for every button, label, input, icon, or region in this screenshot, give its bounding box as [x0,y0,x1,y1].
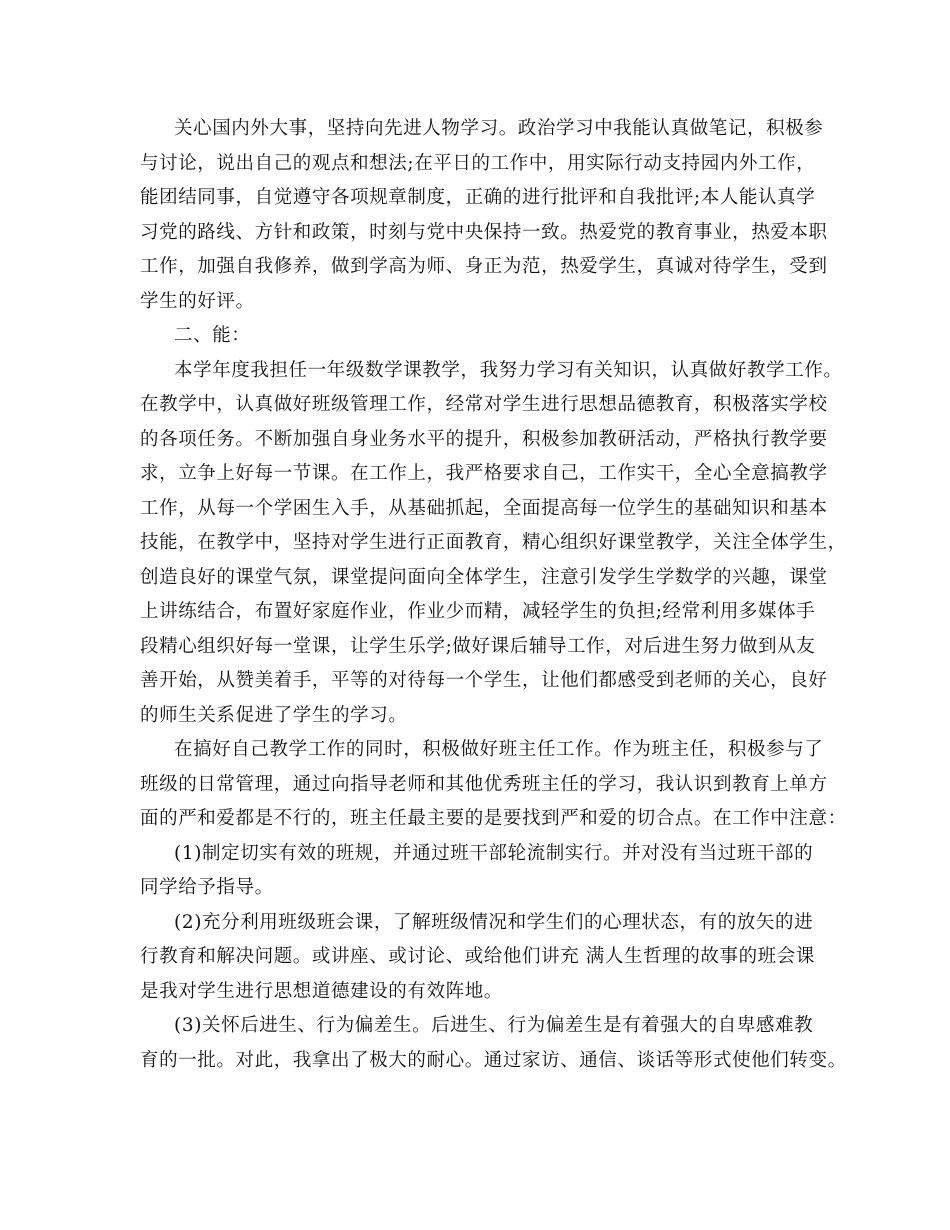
text-line: 是我对学生进行思想道德建设的有效阵地。 [140,980,503,1002]
list-item-2: (2)充分利用班级班会课，了解班级情况和学生们的心理状态，有的放矢的进 [174,911,814,933]
section-heading: 二、能： [174,325,251,346]
text-line: 技能，在教学中，坚持对学生进行正面教育，精心组织好课堂教学，关注全体学生， [140,532,847,553]
text-line: 行教育和解决问题。或讲座、或讨论、或给他们讲充 满人生哲理的故事的班会课 [140,946,815,967]
list-item-1: (1)制定切实有效的班规，并通过班干部轮流制实行。并对没有当过班干部的 [174,842,814,864]
list-item-3: (3)关怀后进生、行为偏差生。后进生、行为偏差生是有着强大的自卑感难教 [174,1015,814,1036]
text-line: 段精心组织好每一堂课，让学生乐学;做好课后辅导工作，对后进生努力做到从友 [140,635,816,657]
text-line: 求，立争上好每一节课。在工作上，我严格要求自己，工作实干，全心全意搞教学 [140,463,828,484]
text-line: 的师生关系促进了学生的学习。 [140,704,408,726]
text-line: 学生的好评。 [140,290,255,312]
text-line: 工作，从每一个学困生入手，从基础抓起，全面提高每一位学生的基础知识和基本 [140,497,828,519]
text-line: 创造良好的课堂气氛，课堂提问面向全体学生，注意引发学生学数学的兴趣，课堂 [140,566,828,588]
text-line: 关心国内外大事，坚持向先进人物学习。政治学习中我能认真做笔记，积极参 [174,118,824,139]
text-line: 在教学中，认真做好班级管理工作，经常对学生进行思想品德教育，积极落实学校 [140,394,828,415]
text-line: 的各项任务。不断加强自身业务水平的提升，积极参加教研活动，严格执行教学要 [140,428,828,450]
text-line: 能团结同事，自觉遵守各项规章制度，正确的进行批评和自我批评;本人能认真学 [140,187,816,208]
text-line: 在搞好自己教学工作的同时，积极做好班主任工作。作为班主任，积极参与了 [174,739,824,760]
text-line: 本学年度我担任一年级数学课教学，我努力学习有关知识，认真做好教学工作。 [174,359,843,381]
text-line: 班级的日常管理，通过向指导老师和其他优秀班主任的学习，我认识到教育上单方 [140,773,828,795]
text-line: 习党的路线、方针和政策，时刻与党中央保持一致。热爱党的教育事业，热爱本职 [140,221,828,243]
text-line: 与讨论，说出自己的观点和想法;在平日的工作中，用实际行动支持园内外工作， [140,152,816,174]
text-line: 同学给予指导。 [140,877,274,898]
body-text [140,112,847,1078]
text-line: 工作，加强自我修养，做到学高为师、身正为范，热爱学生，真诚对待学生，受到 [140,256,828,277]
text-line: 上讲练结合，布置好家庭作业，作业少而精，减轻学生的负担;经常利用多媒体手 [140,601,816,622]
text-line: 面的严和爱都是不行的，班主任最主要的是要找到严和爱的切合点。在工作中注意： [140,808,847,829]
text-line: 育的一批。对此，我拿出了极大的耐心。通过家访、通信、谈话等形式使他们转变。 [140,1049,847,1071]
text-line: 善开始，从赞美着手，平等的对待每一个学生，让他们都感受到老师的关心，良好 [140,670,828,691]
